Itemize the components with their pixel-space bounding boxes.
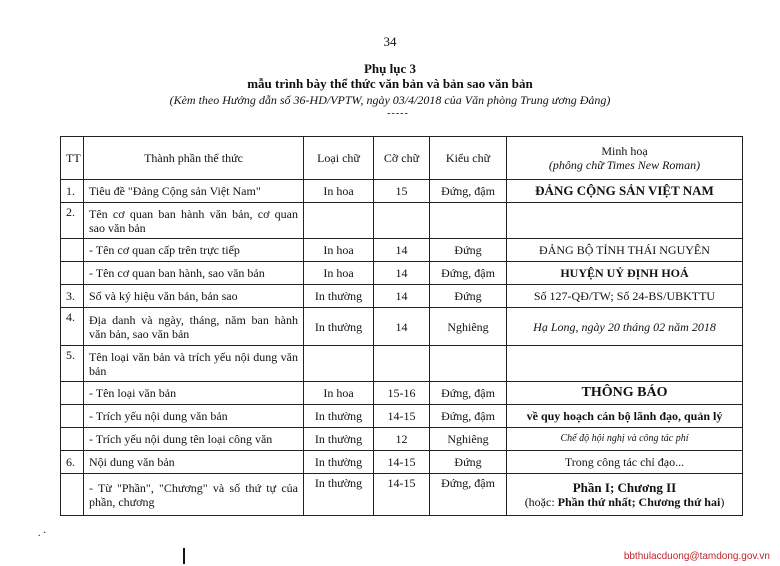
cell-example <box>507 474 743 516</box>
appendix-note: (Kèm theo Hướng dẫn số 36-HD/VPTW, ngày 03/4/2018 của Văn phòng Trung ương Đảng) <box>169 93 611 107</box>
header-example <box>507 137 743 180</box>
cell-example <box>507 203 743 239</box>
table-row <box>61 262 743 285</box>
cell-font-type: In thường <box>304 451 374 474</box>
cell-font-size: 15 <box>374 180 430 203</box>
cell-font-style: Đứng, đậm <box>430 180 507 203</box>
cell-tt <box>61 405 84 428</box>
cell-example <box>507 346 743 382</box>
cell-font-style: Nghiêng <box>430 308 507 346</box>
cell-font-style: Đứng <box>430 239 507 262</box>
example-line-2-close: ) <box>720 494 725 509</box>
cell-tt: 5. <box>61 346 84 382</box>
watermark: bbthulacduong@tamdong.gov.vn <box>623 551 770 562</box>
cell-component: Nội dung văn bản <box>84 451 304 474</box>
header-font-type: Loại chữ <box>304 137 374 180</box>
cell-font-size <box>374 346 430 382</box>
example-line-2-bold: Phần thứ nhất; Chương thứ hai <box>557 494 721 509</box>
header-example-title: Minh hoạ <box>601 144 648 158</box>
header-font-style: Kiểu chữ <box>430 137 507 180</box>
cell-tt: 4. <box>61 308 84 346</box>
cell-component: Tên cơ quan ban hành văn bản, cơ quan sao văn bản <box>84 203 304 239</box>
table-row <box>61 428 743 451</box>
table-row <box>61 451 743 474</box>
cell-font-type: In thường <box>304 285 374 308</box>
header-font-size: Cỡ chữ <box>374 137 430 180</box>
cell-font-type <box>304 346 374 382</box>
cell-example: Trong công tác chỉ đạo... <box>507 451 743 474</box>
cell-component: Địa danh và ngày, tháng, năm ban hành văn bản, sao văn bản <box>84 308 304 346</box>
cell-component: - Tên loại văn bản <box>84 382 304 405</box>
cell-tt <box>61 262 84 285</box>
scan-dots: . · <box>38 528 47 539</box>
cell-font-size <box>374 203 430 239</box>
cell-example: THÔNG BÁO <box>507 382 743 405</box>
cell-example: Số 127-QĐ/TW; Số 24-BS/UBKTTU <box>507 285 743 308</box>
cell-font-type <box>304 203 374 239</box>
cell-font-type: In hoa <box>304 262 374 285</box>
header-component: Thành phần thể thức <box>84 137 304 180</box>
cell-tt: 3. <box>61 285 84 308</box>
cell-component: Tiêu đề "Đảng Cộng sản Việt Nam" <box>84 180 304 203</box>
cell-font-style: Nghiêng <box>430 428 507 451</box>
cell-component: - Trích yếu nội dung tên loại công văn <box>84 428 304 451</box>
cell-component: - Trích yếu nội dung văn bản <box>84 405 304 428</box>
cell-font-type: In hoa <box>304 382 374 405</box>
cell-font-style: Đứng <box>430 285 507 308</box>
cell-font-type: In hoa <box>304 180 374 203</box>
appendix-subtitle: mẫu trình bày thể thức văn bản và bản sao văn bản <box>247 76 533 91</box>
table-row <box>61 405 743 428</box>
cell-font-size: 14 <box>374 285 430 308</box>
cell-font-type: In hoa <box>304 239 374 262</box>
table-row <box>61 346 743 382</box>
table-row <box>61 239 743 262</box>
cell-tt: 1. <box>61 180 84 203</box>
format-table <box>60 136 743 516</box>
table-header-row <box>61 137 743 180</box>
cell-component: - Tên cơ quan ban hành, sao văn bản <box>84 262 304 285</box>
table-row <box>61 285 743 308</box>
cell-tt <box>61 474 84 516</box>
table-row <box>61 203 743 239</box>
cell-font-style: Đứng, đậm <box>430 262 507 285</box>
cell-font-size: 14-15 <box>374 451 430 474</box>
cell-tt: 2. <box>61 203 84 239</box>
cell-font-type: In thường <box>304 474 374 516</box>
cell-font-type: In thường <box>304 405 374 428</box>
cell-example: Hạ Long, ngày 20 tháng 02 năm 2018 <box>507 308 743 346</box>
cell-component: Số và ký hiệu văn bản, bản sao <box>84 285 304 308</box>
page-number: 34 <box>383 34 397 49</box>
header-example-sub: (phông chữ Times New Roman) <box>548 158 701 172</box>
cell-font-type: In thường <box>304 308 374 346</box>
table-row <box>61 308 743 346</box>
table-row <box>61 474 743 516</box>
cell-example: ĐẢNG BỘ TỈNH THÁI NGUYÊN <box>507 239 743 262</box>
cell-font-style <box>430 346 507 382</box>
cell-font-style: Đứng, đậm <box>430 405 507 428</box>
cell-component: Tên loại văn bản và trích yếu nội dung văn bản <box>84 346 304 382</box>
cell-tt: 6. <box>61 451 84 474</box>
cell-font-size: 15-16 <box>374 382 430 405</box>
cell-font-size: 14-15 <box>374 474 430 516</box>
cell-example: HUYỆN UỶ ĐỊNH HOÁ <box>507 262 743 285</box>
cell-font-style: Đứng <box>430 451 507 474</box>
example-line-1: Phần I; Chương II <box>572 479 677 495</box>
vertical-bar-mark <box>183 548 185 564</box>
cell-font-style <box>430 203 507 239</box>
cell-example: về quy hoạch cán bộ lãnh đạo, quản lý <box>507 405 743 428</box>
divider-mark: ----- <box>387 108 409 119</box>
table-row <box>61 180 743 203</box>
cell-example: Chế độ hội nghị và công tác phí <box>507 428 743 451</box>
cell-font-size: 14 <box>374 239 430 262</box>
cell-tt <box>61 428 84 451</box>
cell-font-type: In thường <box>304 428 374 451</box>
cell-font-size: 14-15 <box>374 405 430 428</box>
header-tt: TT <box>61 137 84 180</box>
cell-tt <box>61 382 84 405</box>
cell-font-size: 14 <box>374 262 430 285</box>
example-line-2 <box>512 495 737 509</box>
appendix-title: Phụ lục 3 <box>363 61 416 76</box>
cell-font-size: 12 <box>374 428 430 451</box>
example-line-2-open: (hoặc: <box>524 494 558 509</box>
cell-component: - Từ "Phần", "Chương" và số thứ tự của phần, chương <box>84 474 304 516</box>
cell-tt <box>61 239 84 262</box>
cell-font-style: Đứng, đậm <box>430 474 507 516</box>
cell-example: ĐẢNG CỘNG SẢN VIỆT NAM <box>507 180 743 203</box>
cell-font-size: 14 <box>374 308 430 346</box>
cell-font-style: Đứng, đậm <box>430 382 507 405</box>
table-row <box>61 382 743 405</box>
cell-component: - Tên cơ quan cấp trên trực tiếp <box>84 239 304 262</box>
